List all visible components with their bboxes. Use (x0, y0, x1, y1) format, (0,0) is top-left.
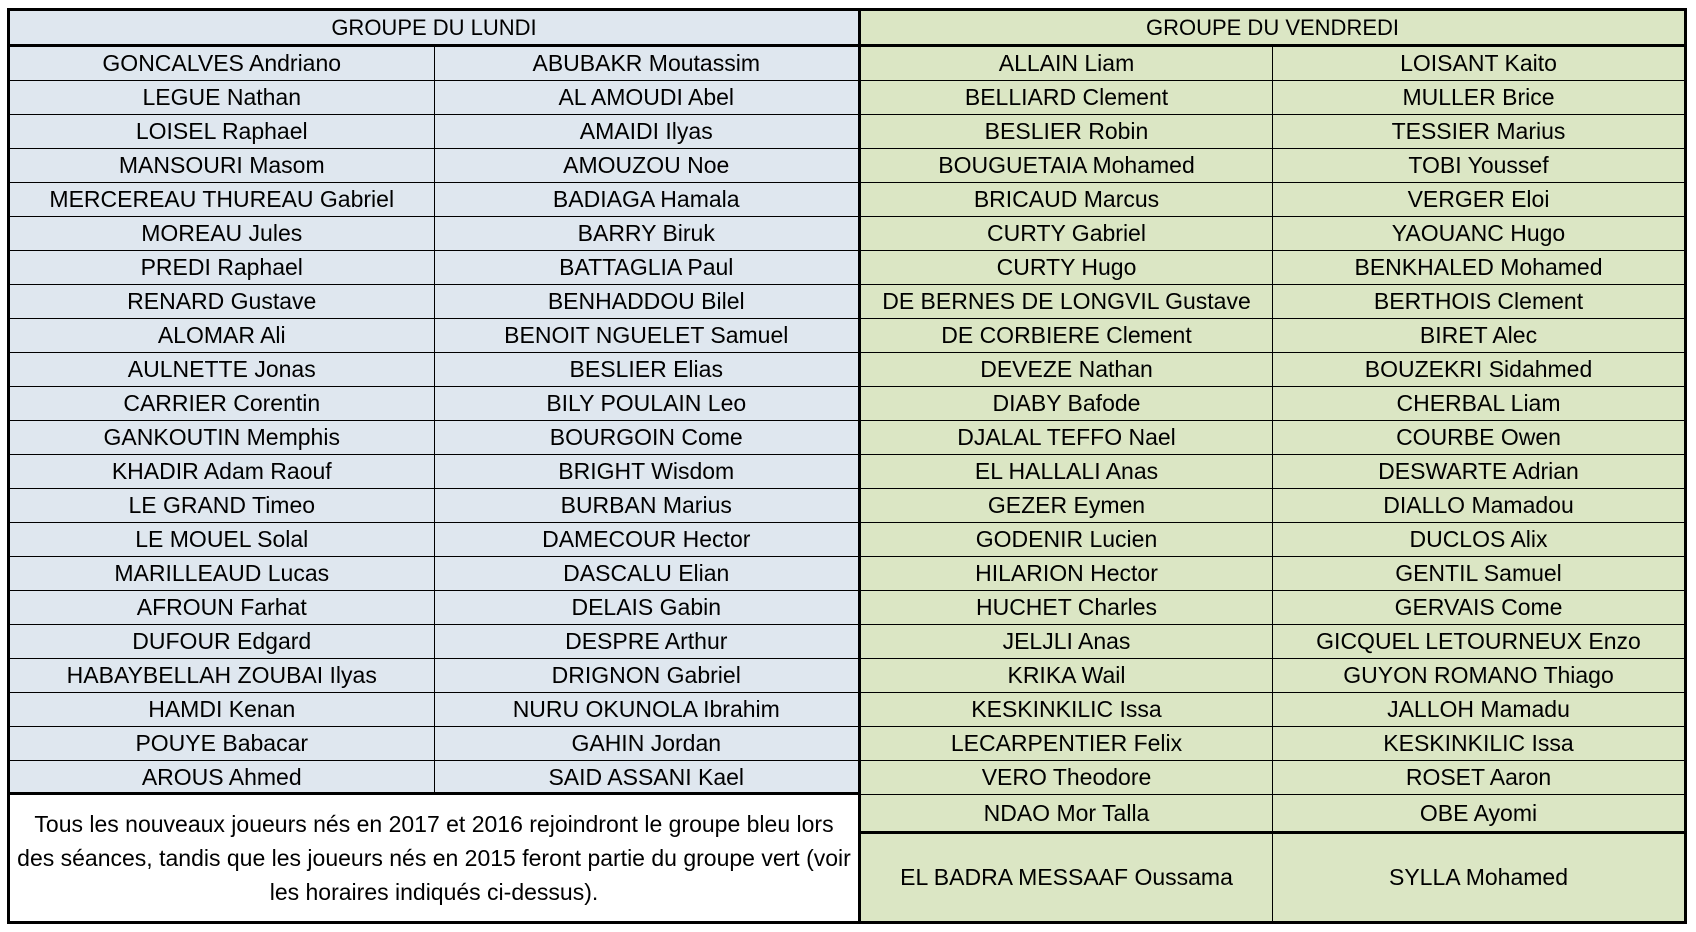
player-cell: BRIGHT Wisdom (434, 455, 859, 488)
table-row (10, 319, 858, 353)
table-row (861, 489, 1684, 523)
table-row (861, 387, 1684, 421)
player-cell: DELAIS Gabin (434, 591, 859, 624)
player-cell: AULNETTE Jonas (127, 356, 316, 382)
player-cell: GICQUEL LETOURNEUX Enzo (1272, 625, 1684, 658)
table-row (861, 727, 1684, 761)
monday-player-list (10, 47, 858, 795)
player-cell: VERO Theodore (981, 764, 1152, 790)
player-cell: CURTY Hugo (996, 254, 1137, 280)
new-players-note: Tous les nouveaux joueurs nés en 2017 et 2016 rejoindront le groupe bleu lors des séances, tandis que les joueurs nés en 2015 feront partie du groupe vert (voir les horaires indiqués ci-dessus). (10, 795, 858, 921)
table-row (10, 727, 858, 761)
table-row (861, 115, 1684, 149)
player-cell: HILARION Hector (975, 560, 1158, 586)
player-cell: DIABY Bafode (992, 390, 1141, 416)
player-cell: AMOUZOU Noe (434, 149, 859, 182)
table-row (861, 625, 1684, 659)
table-row (10, 523, 858, 557)
player-cell: GENTIL Samuel (1272, 557, 1684, 590)
player-cell: HAMDI Kenan (148, 696, 296, 722)
table-row (10, 183, 858, 217)
table-row (861, 285, 1684, 319)
player-cell: CARRIER Corentin (123, 390, 321, 416)
player-cell: BOUZEKRI Sidahmed (1272, 353, 1684, 386)
player-cell: KESKINKILIC Issa (971, 696, 1162, 722)
player-cell: GERVAIS Come (1272, 591, 1684, 624)
table-row (861, 659, 1684, 693)
player-cell: LEGUE Nathan (142, 84, 302, 110)
player-cell: LE GRAND Timeo (128, 492, 316, 518)
friday-tall-row (861, 834, 1684, 921)
table-row (10, 421, 858, 455)
player-cell: SYLLA Mohamed (1272, 834, 1684, 921)
player-cell: KHADIR Adam Raouf (111, 458, 332, 484)
player-cell: BADIAGA Hamala (434, 183, 859, 216)
roster-sheet (7, 8, 1687, 924)
table-row (861, 523, 1684, 557)
table-row (10, 557, 858, 591)
friday-group (861, 11, 1684, 921)
player-cell: BELLIARD Clement (964, 84, 1169, 110)
player-cell: MULLER Brice (1272, 81, 1684, 114)
table-row (10, 455, 858, 489)
table-row (10, 387, 858, 421)
table-row (10, 625, 858, 659)
player-cell: EL BADRA MESSAAF Oussama (900, 864, 1233, 890)
player-cell: BERTHOIS Clement (1272, 285, 1684, 318)
player-cell: KESKINKILIC Issa (1272, 727, 1684, 760)
table-row (10, 285, 858, 319)
player-cell: DESWARTE Adrian (1272, 455, 1684, 488)
monday-group-title: GROUPE DU LUNDI (10, 11, 858, 47)
player-cell: DE BERNES DE LONGVIL Gustave (882, 288, 1251, 314)
player-cell: BATTAGLIA Paul (434, 251, 859, 284)
friday-group-title: GROUPE DU VENDREDI (861, 11, 1684, 47)
player-cell: GODENIR Lucien (975, 526, 1158, 552)
friday-player-list (861, 47, 1684, 795)
player-cell: BIRET Alec (1272, 319, 1684, 352)
player-cell: YAOUANC Hugo (1272, 217, 1684, 250)
player-cell: POUYE Babacar (135, 730, 309, 756)
table-row (10, 251, 858, 285)
player-cell: TOBI Youssef (1272, 149, 1684, 182)
player-cell: MERCEREAU THUREAU Gabriel (49, 186, 395, 212)
player-cell: OBE Ayomi (1272, 795, 1684, 831)
table-row (861, 251, 1684, 285)
player-cell: BRICAUD Marcus (973, 186, 1160, 212)
player-cell: LE MOUEL Solal (135, 526, 309, 552)
player-cell: DASCALU Elian (434, 557, 859, 590)
player-cell: BILY POULAIN Leo (434, 387, 859, 420)
player-cell: DUCLOS Alix (1272, 523, 1684, 556)
table-row (861, 319, 1684, 353)
player-cell: DRIGNON Gabriel (434, 659, 859, 692)
player-cell: NDAO Mor Talla (983, 800, 1150, 826)
table-row (861, 149, 1684, 183)
player-cell: ALOMAR Ali (157, 322, 286, 348)
player-cell: RENARD Gustave (127, 288, 317, 314)
player-cell: TESSIER Marius (1272, 115, 1684, 148)
table-row (10, 659, 858, 693)
player-cell: GAHIN Jordan (434, 727, 859, 760)
player-cell: COURBE Owen (1272, 421, 1684, 454)
player-cell: BENKHALED Mohamed (1272, 251, 1684, 284)
table-row (861, 557, 1684, 591)
player-cell: HABAYBELLAH ZOUBAI Ilyas (66, 662, 377, 688)
player-cell: LOISANT Kaito (1272, 47, 1684, 80)
player-cell: EL HALLALI Anas (974, 458, 1159, 484)
player-cell: ROSET Aaron (1272, 761, 1684, 794)
table-row (10, 489, 858, 523)
player-cell: AFROUN Farhat (136, 594, 307, 620)
player-cell: BENOIT NGUELET Samuel (434, 319, 859, 352)
player-cell: MANSOURI Masom (118, 152, 325, 178)
table-row (861, 183, 1684, 217)
player-cell: DIALLO Mamadou (1272, 489, 1684, 522)
player-cell: DE CORBIERE Clement (941, 322, 1192, 348)
table-row (10, 217, 858, 251)
table-row (10, 693, 858, 727)
player-cell: BESLIER Elias (434, 353, 859, 386)
table-row (861, 591, 1684, 625)
player-cell: ABUBAKR Moutassim (434, 47, 859, 80)
player-cell: NURU OKUNOLA Ibrahim (434, 693, 859, 726)
player-cell: LOISEL Raphael (135, 118, 308, 144)
player-cell: KRIKA Wail (1007, 662, 1126, 688)
player-cell: AL AMOUDI Abel (434, 81, 859, 114)
player-cell: GANKOUTIN Memphis (103, 424, 340, 450)
table-row (10, 47, 858, 81)
table-row (861, 761, 1684, 795)
player-cell: DESPRE Arthur (434, 625, 859, 658)
table-row (861, 455, 1684, 489)
player-cell: JELJLI Anas (1002, 628, 1131, 654)
player-cell: LECARPENTIER Felix (950, 730, 1183, 756)
player-cell: BURBAN Marius (434, 489, 859, 522)
player-cell: DUFOUR Edgard (132, 628, 312, 654)
table-row (10, 115, 858, 149)
friday-extra-row (861, 795, 1684, 834)
player-cell: BESLIER Robin (984, 118, 1149, 144)
table-row (10, 761, 858, 795)
player-cell: CHERBAL Liam (1272, 387, 1684, 420)
player-cell: GONCALVES Andriano (102, 50, 342, 76)
table-row (861, 353, 1684, 387)
table-row (10, 591, 858, 625)
player-cell: DEVEZE Nathan (980, 356, 1153, 382)
player-cell: MARILLEAUD Lucas (114, 560, 330, 586)
player-cell: JALLOH Mamadu (1272, 693, 1684, 726)
monday-group (10, 11, 861, 921)
player-cell: SAID ASSANI Kael (434, 761, 859, 792)
player-cell: GEZER Eymen (987, 492, 1146, 518)
table-row (861, 693, 1684, 727)
player-cell: ALLAIN Liam (998, 50, 1135, 76)
player-cell: GUYON ROMANO Thiago (1272, 659, 1684, 692)
table-row (861, 217, 1684, 251)
table-row (10, 81, 858, 115)
table-row (10, 353, 858, 387)
player-cell: BARRY Biruk (434, 217, 859, 250)
player-cell: PREDI Raphael (140, 254, 303, 280)
player-cell: MOREAU Jules (141, 220, 303, 246)
player-cell: BENHADDOU Bilel (434, 285, 859, 318)
player-cell: AMAIDI Ilyas (434, 115, 859, 148)
table-row (861, 421, 1684, 455)
table-row (10, 149, 858, 183)
player-cell: BOURGOIN Come (434, 421, 859, 454)
table-row (861, 81, 1684, 115)
player-cell: BOUGUETAIA Mohamed (938, 152, 1195, 178)
player-cell: DJALAL TEFFO Nael (957, 424, 1176, 450)
table-row (861, 47, 1684, 81)
player-cell: VERGER Eloi (1272, 183, 1684, 216)
player-cell: CURTY Gabriel (987, 220, 1146, 246)
player-cell: DAMECOUR Hector (434, 523, 859, 556)
player-cell: AROUS Ahmed (141, 764, 302, 790)
player-cell: HUCHET Charles (975, 594, 1158, 620)
